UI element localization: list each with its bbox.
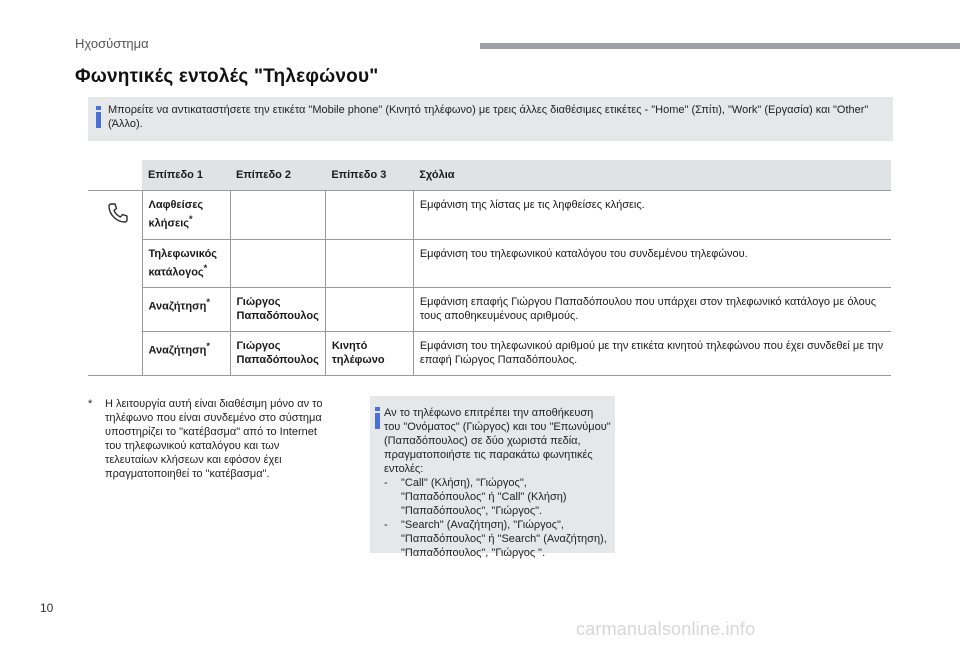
table-row: [88, 239, 891, 288]
section-label: Ηχοσύστημα: [75, 36, 149, 51]
table-head-icon-col: [88, 160, 142, 191]
table-row: [88, 332, 891, 376]
level1-cell: Τηλεφωνικός κατάλογος*: [142, 239, 230, 288]
table-header: Επίπεδο 3: [325, 160, 413, 191]
page-number: 10: [40, 601, 54, 615]
table-header: Επίπεδο 2: [230, 160, 325, 191]
footnote-mark: *: [88, 398, 93, 410]
list-item: - "Search" (Αναζήτηση), "Γιώργος", "Παπαδόπουλος" ή "Search" (Αναζήτηση), "Παπαδόπουλος", "Γιώργος ".: [384, 519, 607, 559]
level1-cell: Λαφθείσες κλήσεις*: [142, 191, 230, 240]
level1-cell: Αναζήτηση*: [142, 332, 230, 376]
header-bar: [480, 43, 960, 49]
tip-list: [384, 476, 612, 560]
page-title: Φωνητικές εντολές "Τηλεφώνου": [75, 66, 379, 87]
level3-cell: [325, 288, 413, 332]
comment-cell: Εμφάνιση του τηλεφωνικού καταλόγου του συνδεμένου τηλεφώνου.: [413, 239, 891, 288]
info-text: Μπορείτε να αντικαταστήσετε την ετικέτα "Mobile phone" (Κινητό τηλέφωνο) με τρεις άλλες διαθέσιμες ετικέτες - "Home" (Σπίτι), "Work" (Εργασία) και "Other" (Άλλο).: [108, 104, 869, 130]
level2-cell: [230, 191, 325, 240]
table-header: Επίπεδο 1: [142, 160, 230, 191]
phone-icon: [88, 191, 142, 231]
phone-icon-cell: [88, 191, 142, 376]
comment-cell: Εμφάνιση της λίστας με τις ληφθείσες κλήσεις.: [413, 191, 891, 240]
comment-cell: Εμφάνιση του τηλεφωνικού αριθμού με την ετικέτα κινητού τηλεφώνου που έχει συνδεθεί με την επαφή Γιώργος Παπαδόπουλος.: [413, 332, 891, 376]
table-row: [88, 191, 891, 240]
level1-cell: Αναζήτηση*: [142, 288, 230, 332]
table-row: [88, 288, 891, 332]
level2-cell: [230, 239, 325, 288]
tip-intro: Αν το τηλέφωνο επιτρέπει την αποθήκευση του "Ονόματος" (Γιώργος) και του "Επωνύμου" (Παπαδόπουλος) σε δύο χωριστά πεδία, πραγματοποιήστε τις παρακάτω φωνητικές εντολές:: [384, 407, 611, 475]
level3-cell: [325, 191, 413, 240]
level2-cell: Γιώργος Παπαδόπουλος: [230, 332, 325, 376]
footnote-text: Η λειτουργία αυτή είναι διαθέσιμη μόνο αν το τηλέφωνο που είναι συνδεμένο στο σύστημα υποστηρίζει το "κατέβασμα" από το Internet του τηλεφωνικού καταλόγου και των τελευταίων κλήσεων και εφόσον έχει πραγματοποιηθεί το "κατέβασμα".: [105, 398, 323, 480]
footnote: [88, 397, 333, 481]
list-item: - "Call" (Κλήση), "Γιώργος", "Παπαδόπουλος" ή "Call" (Κλήση) "Παπαδόπουλος", "Γιώργος".: [384, 477, 567, 517]
level3-cell: Κινητό τηλέφωνο: [325, 332, 413, 376]
table-header: Σχόλια: [413, 160, 891, 191]
tip-text: [384, 406, 612, 560]
level3-cell: [325, 239, 413, 288]
level2-cell: Γιώργος Παπαδόπουλος: [230, 288, 325, 332]
comment-cell: Εμφάνιση επαφής Γιώργου Παπαδόπουλου που υπάρχει στον τηλεφωνικό κατάλογο με όλους τους αποθηκευμένους αριθμούς.: [413, 288, 891, 332]
watermark: carmanualsonline.info: [576, 619, 756, 639]
voice-command-table: [88, 160, 891, 376]
